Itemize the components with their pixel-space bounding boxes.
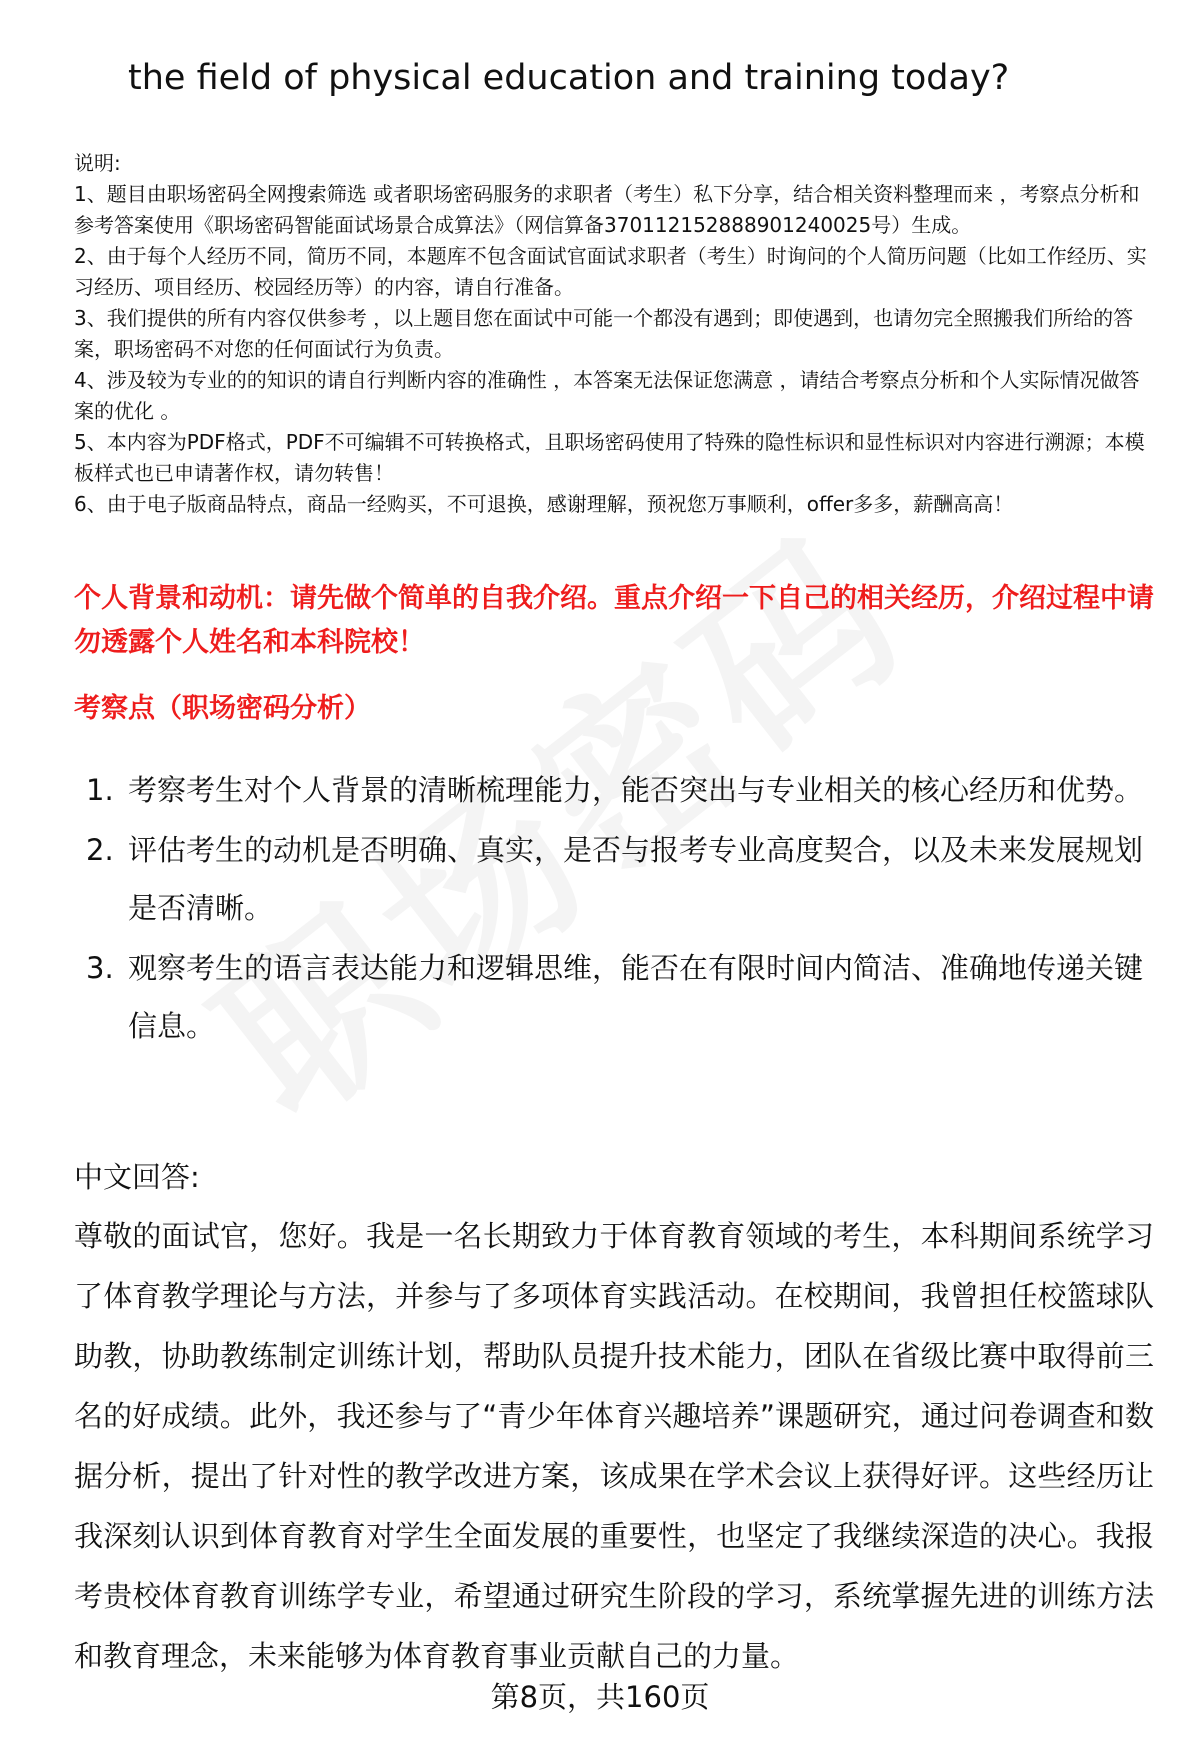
analysis-point xyxy=(74,939,1154,1055)
analysis-point xyxy=(74,821,1154,937)
point-number: 2. xyxy=(86,833,114,867)
page-number-footer: 第8页，共160页 xyxy=(490,1680,710,1714)
notes-item: 1、题目由职场密码全网搜索筛选 或者职场密码服务的求职者（考生）私下分享，结合相关资料整理而来 ，考察点分析和参考答案使用《职场密码智能面试场景合成算法》（网信算备370112152888901240025号）生成。 xyxy=(74,182,1140,237)
analysis-point xyxy=(74,761,1154,819)
notes-label: 说明: xyxy=(74,151,121,175)
notes-item: 5、本内容为PDF格式，PDF不可编辑不可转换格式，且职场密码使用了特殊的隐性标识和显性标识对内容进行溯源；本模板样式也已申请著作权，请勿转售！ xyxy=(74,430,1145,485)
notes-item: 4、涉及较为专业的的知识的请自行判断内容的准确性 ，本答案无法保证您满意 ，请结合考察点分析和个人实际情况做答案的优化 。 xyxy=(74,368,1140,423)
analysis-points-list xyxy=(74,761,1154,1057)
point-text: 观察考生的语言表达能力和逻辑思维，能否在有限时间内简洁、准确地传递关键信息。 xyxy=(128,951,1144,1043)
point-text: 考察考生对个人背景的清晰梳理能力，能否突出与专业相关的核心经历和优势。 xyxy=(128,773,1144,807)
point-text: 评估考生的动机是否明确、真实，是否与报考专业高度契合，以及未来发展规划是否清晰。 xyxy=(128,833,1144,925)
answer-text: 尊敬的面试官，您好。我是一名长期致力于体育教育领域的考生，本科期间系统学习了体育教学理论与方法，并参与了多项体育实践活动。在校期间，我曾担任校篮球队助教，协助教练制定训练计划，帮助队员提升技术能力，团队在省级比赛中取得前三名的好成绩。此外，我还参与了“青少年体育兴趣培养”课题研究，通过问卷调查和数据分析，提出了针对性的教学改进方案，该成果在学术会议上获得好评。这些经历让我深刻认识到体育教育对学生全面发展的重要性，也坚定了我继续深造的决心。我报考贵校体育教育训练学专业，希望通过研究生阶段的学习，系统掌握先进的训练方法和教育理念，未来能够为体育教育事业贡献自己的力量。 xyxy=(74,1219,1154,1673)
point-number: 1. xyxy=(86,773,114,807)
interview-question: 个人背景和动机：请先做个简单的自我介绍。重点介绍一下自己的相关经历，介绍过程中请勿透露个人姓名和本科院校！ xyxy=(74,583,1154,658)
notes-item: 3、我们提供的所有内容仅供参考 ，以上题目您在面试中可能一个都没有遇到；即使遇到，也请勿完全照搬我们所给的答案，职场密码不对您的任何面试行为负责。 xyxy=(74,306,1134,361)
notes-item: 2、由于每个人经历不同，简历不同，本题库不包含面试官面试求职者（考生）时询问的个人简历问题（比如工作经历、实习经历、项目经历、校园经历等）的内容，请自行准备。 xyxy=(74,244,1147,299)
point-number: 3. xyxy=(86,951,114,985)
answer-label: 中文回答: xyxy=(74,1160,200,1194)
analysis-heading: 考察点（职场密码分析） xyxy=(74,693,371,724)
notes-item: 6、由于电子版商品特点，商品一经购买，不可退换，感谢理解，预祝您万事顺利，offer多多，薪酬高高！ xyxy=(74,492,1014,516)
notes-section xyxy=(74,148,1154,520)
question-continued-title: the field of physical education and training today? xyxy=(128,58,1010,98)
